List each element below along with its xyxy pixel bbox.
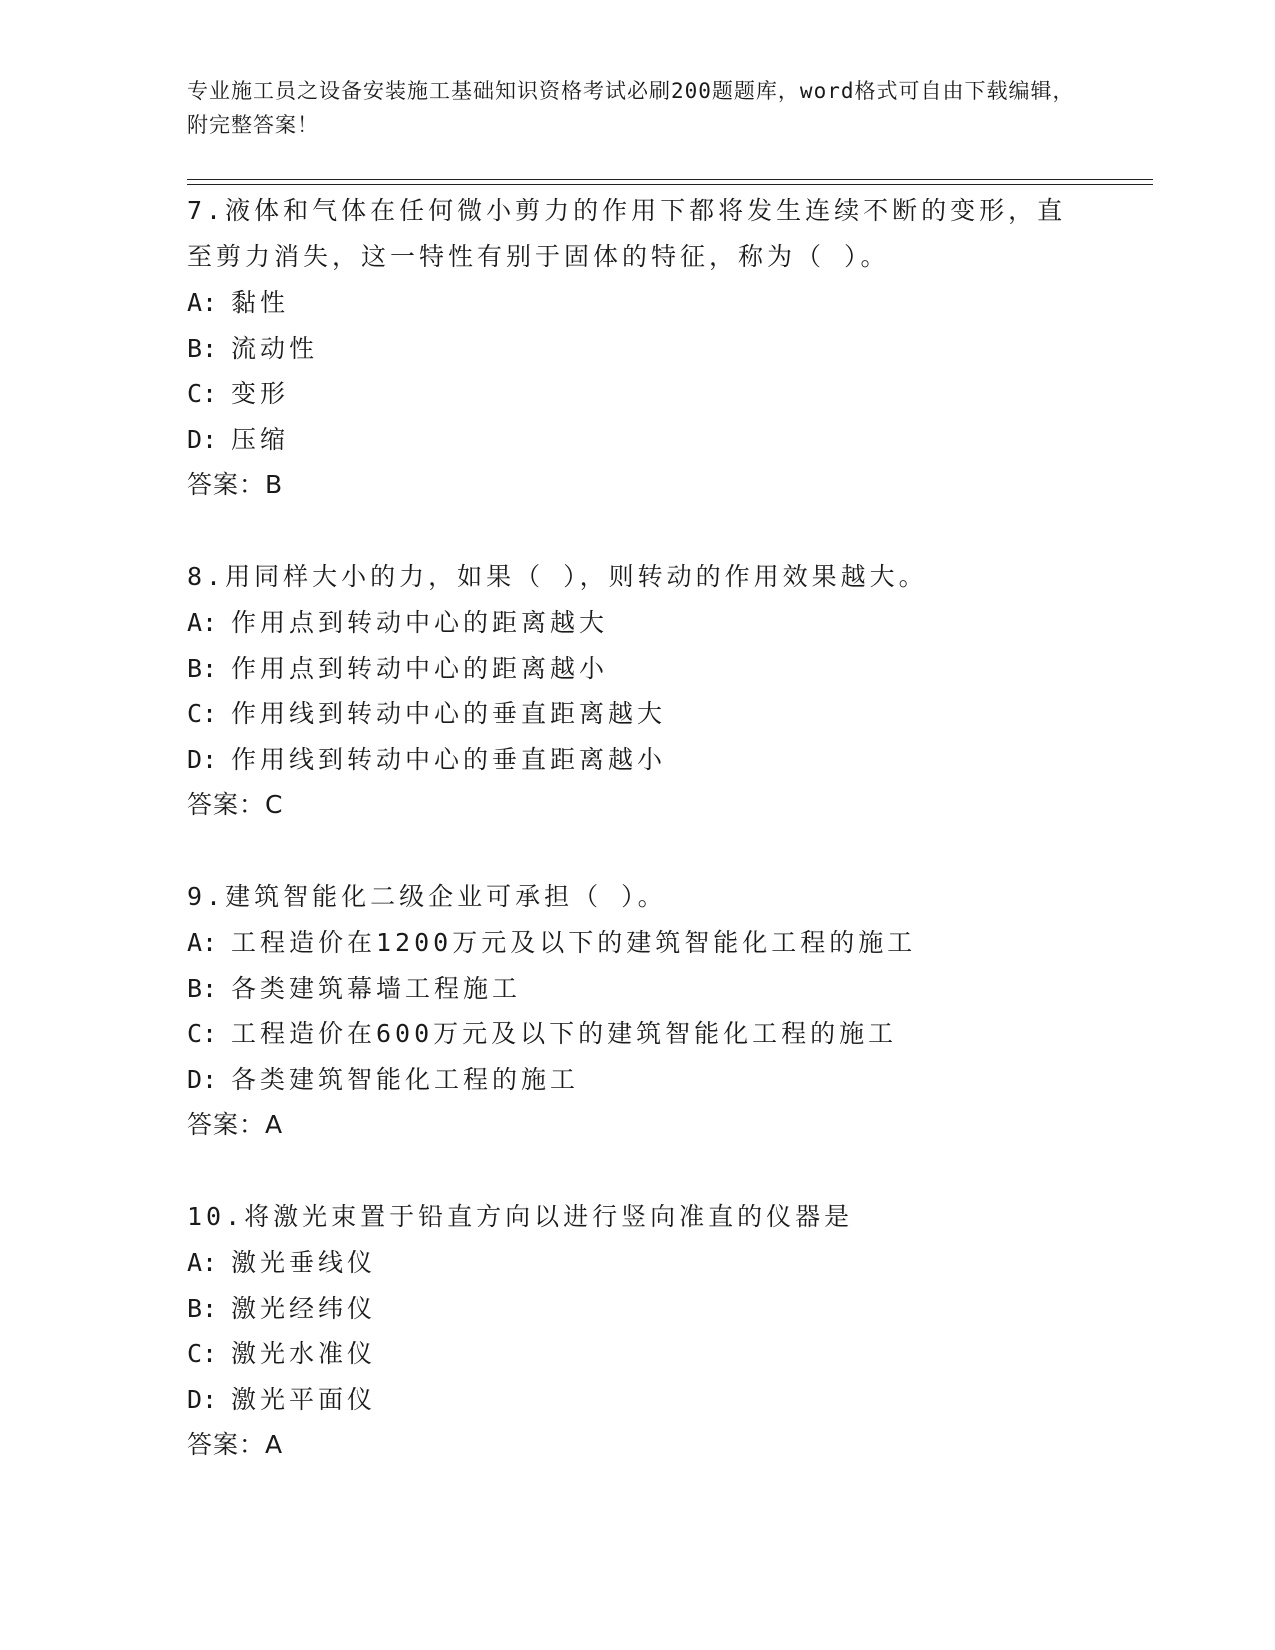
option-key: D: [187, 1064, 218, 1094]
option-key: A: [187, 288, 218, 317]
question-text: 10.将激光束置于铅直方向以进行竖向准直的仪器是 [187, 1202, 854, 1231]
option-key: B: [187, 653, 218, 683]
header-divider-top [187, 179, 1153, 180]
option-key: D: [187, 1384, 218, 1414]
option-key: A: [187, 1248, 218, 1277]
option-key: A: [187, 928, 218, 957]
option-a [187, 920, 1087, 966]
option-text: 压缩 [231, 424, 290, 454]
question-number: 8. [187, 562, 226, 591]
option-text: 工程造价在600万元及以下的建筑智能化工程的施工 [231, 1019, 898, 1048]
option-text: 作用线到转动中心的垂直距离越小 [231, 744, 667, 774]
option-c [187, 691, 1087, 737]
option-key: B: [187, 333, 218, 363]
option-text: 各类建筑智能化工程的施工 [231, 1064, 580, 1094]
option-text: 激光垂线仪 [231, 1248, 377, 1277]
option-key: C: [187, 379, 218, 408]
option-text: 变形 [231, 379, 290, 408]
option-key: B: [187, 973, 218, 1003]
option-key: A: [187, 608, 218, 637]
answer: 答案：B [187, 470, 284, 499]
question-number: 9. [187, 882, 226, 911]
option-text: 作用线到转动中心的垂直距离越大 [231, 699, 667, 728]
option-text: 作用点到转动中心的距离越大 [231, 608, 609, 637]
document-header [187, 74, 1087, 142]
header-divider-bottom [187, 184, 1153, 185]
option-key: C: [187, 1339, 218, 1368]
option-text: 激光水准仪 [231, 1339, 377, 1368]
option-d [187, 1377, 1087, 1423]
option-d [187, 737, 1087, 783]
answer: 答案：C [187, 790, 284, 819]
option-key: D: [187, 744, 218, 774]
answer: 答案：A [187, 1430, 284, 1459]
option-text: 流动性 [231, 333, 319, 363]
question-10 [187, 1194, 1087, 1468]
header-title: 专业施工员之设备安装施工基础知识资格考试必刷200题题库，word格式可自由下载编辑，附完整答案！ [187, 79, 1075, 137]
option-d [187, 417, 1087, 463]
option-b [187, 966, 1087, 1012]
option-b [187, 326, 1087, 372]
option-key: D: [187, 424, 218, 454]
option-key: C: [187, 699, 218, 728]
option-key: B: [187, 1293, 218, 1323]
question-9 [187, 874, 1087, 1148]
option-b [187, 1286, 1087, 1332]
option-c [187, 1011, 1087, 1057]
option-key: C: [187, 1019, 218, 1048]
option-a [187, 280, 1087, 326]
option-a [187, 600, 1087, 646]
question-number: 10. [187, 1202, 245, 1231]
option-text: 工程造价在1200万元及以下的建筑智能化工程的施工 [231, 928, 917, 957]
answer: 答案：A [187, 1110, 284, 1139]
option-d [187, 1057, 1087, 1103]
question-number: 7. [187, 196, 226, 225]
option-c [187, 1331, 1087, 1377]
question-text: 7.液体和气体在任何微小剪力的作用下都将发生连续不断的变形，直至剪力消失，这一特性有别于固体的特征，称为（ ）。 [187, 196, 1067, 271]
option-text: 各类建筑幕墙工程施工 [231, 973, 522, 1003]
option-text: 激光平面仪 [231, 1384, 377, 1414]
option-c [187, 371, 1087, 417]
option-text: 黏性 [231, 288, 290, 317]
question-text: 9.建筑智能化二级企业可承担（ ）。 [187, 882, 667, 911]
question-7 [187, 188, 1087, 508]
question-8 [187, 554, 1087, 828]
option-text: 激光经纬仪 [231, 1293, 377, 1323]
option-text: 作用点到转动中心的距离越小 [231, 653, 609, 683]
option-a [187, 1240, 1087, 1286]
option-b [187, 646, 1087, 692]
question-text: 8.用同样大小的力，如果（ ），则转动的作用效果越大。 [187, 562, 928, 591]
